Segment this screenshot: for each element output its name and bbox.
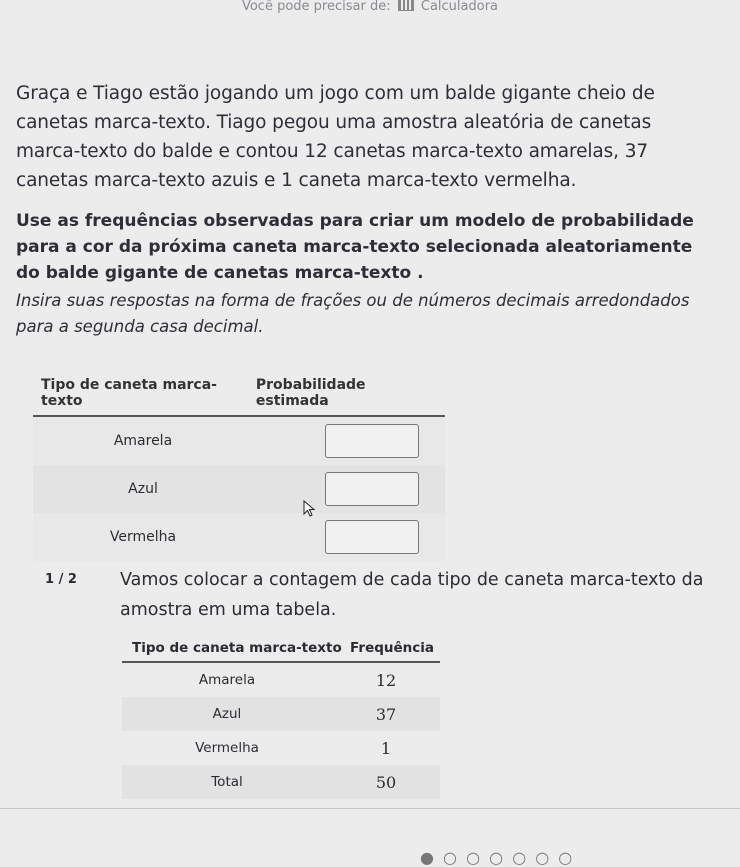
frequency-col-count: Frequência [350, 640, 434, 656]
probability-input-azul[interactable] [325, 472, 419, 506]
row-label: Azul [212, 706, 242, 722]
frequency-table [122, 640, 440, 799]
frequency-col-type: Tipo de caneta marca-texto [132, 640, 342, 656]
step-text: Vamos colocar a contagem de cada tipo de caneta marca-texto da amostra em uma tabela. [120, 570, 704, 620]
probability-col-estimate: Probabilidade estimada [255, 377, 366, 409]
step-counter: 1 / 2 [45, 572, 77, 587]
mouse-cursor-icon [303, 500, 317, 518]
row-label: Amarela [113, 433, 173, 449]
row-value: 12 [375, 670, 397, 690]
problem-instructions: Insira suas respostas na forma de frações ou de números decimais arredondados para a segunda casa decimal. [16, 291, 690, 336]
probability-table-header [33, 377, 445, 417]
row-label: Vermelha [195, 740, 259, 756]
tools-hint [0, 0, 740, 30]
frequency-row-total [122, 765, 440, 799]
problem-intro: Graça e Tiago estão jogando um jogo com um balde gigante cheio de canetas marca-texto. Tiago pegou uma amostra aleatória de canetas marca-texto do balde e contou 12 canetas marca-texto amarelas, 37 canetas marca-texto azuis e 1 caneta marca-texto vermelha. [16, 83, 655, 191]
probability-table [33, 377, 445, 561]
probability-row-azul [33, 465, 445, 513]
row-label: Vermelha [109, 529, 177, 545]
row-label: Total [211, 774, 243, 790]
calculator-icon[interactable] [398, 0, 414, 11]
probability-row-amarela [33, 417, 445, 465]
calculator-link[interactable]: Calculadora [420, 0, 499, 14]
row-label: Azul [128, 481, 158, 497]
probability-col-type: Tipo de caneta marca-texto [41, 377, 217, 409]
row-value: 50 [375, 772, 397, 792]
probability-input-vermelha[interactable] [325, 520, 419, 554]
frequency-row [122, 663, 440, 697]
row-label: Amarela [198, 672, 256, 688]
frequency-row [122, 731, 440, 765]
frequency-table-header [122, 640, 440, 663]
tools-hint-text: Você pode precisar de: [241, 0, 391, 14]
row-value: 37 [375, 704, 397, 724]
row-value: 1 [380, 738, 392, 758]
divider [0, 808, 740, 809]
hint-step [45, 565, 725, 625]
frequency-row [122, 697, 440, 731]
probability-input-amarela[interactable] [325, 424, 419, 458]
probability-row-vermelha [33, 513, 445, 561]
problem-task: Use as frequências observadas para criar um modelo de probabilidade para a cor da próxima caneta marca-texto selecionada aleatoriamente do balde gigante de canetas marca-texto . [16, 211, 694, 283]
progress-dots-icon: ● ○ ○ ○ ○ ○ ○ [420, 848, 575, 867]
